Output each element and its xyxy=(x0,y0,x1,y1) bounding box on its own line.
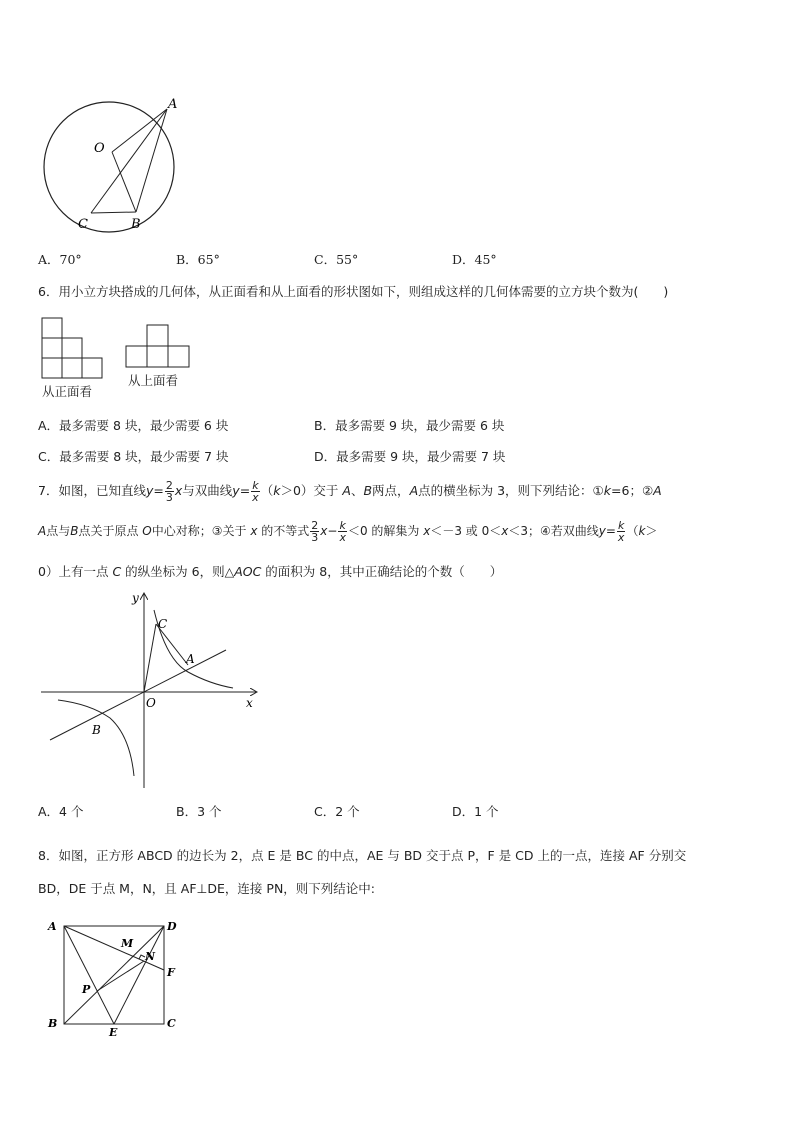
q7-label-x: x xyxy=(246,696,253,710)
q7-option-c: C．2 个 xyxy=(314,804,360,819)
q8-label-F: F xyxy=(167,966,175,979)
q6-option-d: D．最多需要 9 块，最少需要 7 块 xyxy=(314,449,506,464)
q7-text: 7．如图，已知直线 xyxy=(38,483,146,498)
q5-segment-OA xyxy=(112,109,167,152)
q7-fraction xyxy=(617,520,626,543)
q7-var: y xyxy=(232,483,240,498)
q7-fraction xyxy=(165,480,174,503)
q5-segment-OB xyxy=(112,152,136,212)
q7-option-d: D．1 个 xyxy=(452,804,499,819)
q7-var: y xyxy=(145,483,154,498)
q8-label-A: A xyxy=(48,920,57,933)
q7-fraction-num: 2 xyxy=(165,479,173,492)
q7-text: − xyxy=(327,524,338,538)
q7-label-O: O xyxy=(146,696,156,710)
q7-var: A xyxy=(409,483,419,498)
q6-option-a: A．最多需要 8 块，最少需要 6 块 xyxy=(38,418,229,433)
q7-fraction-num: k xyxy=(617,519,625,532)
q7-var: A xyxy=(342,483,351,498)
q7-text: 0）上有一点 xyxy=(38,564,113,579)
q7-fraction xyxy=(310,520,319,543)
q7-line xyxy=(50,650,226,740)
q5-label-A: A xyxy=(168,97,178,112)
q8-label-B: B xyxy=(48,1017,58,1030)
q6-option-c: C．最多需要 8 块，最少需要 7 块 xyxy=(38,449,229,464)
q7-fraction-den: 3 xyxy=(311,531,319,544)
q6-front-caption: 从正面看 xyxy=(42,384,93,399)
q7-text: 的不等式 xyxy=(257,524,310,538)
q7-label-y: y xyxy=(132,591,139,605)
q7-text: （ xyxy=(260,483,274,498)
q6-top-view xyxy=(125,324,191,368)
q7-var: A xyxy=(653,483,662,498)
q8-segment-PN xyxy=(97,961,144,991)
q7-var: x xyxy=(320,524,328,538)
q7-text: ＜0 的解集为 xyxy=(347,524,424,538)
q7-text: = xyxy=(605,524,616,538)
q7-fraction xyxy=(338,520,347,543)
q7-var: k xyxy=(273,483,281,498)
q5-label-O: O xyxy=(94,141,105,156)
q5-option-b: B．65° xyxy=(176,252,220,267)
q5-circle-figure xyxy=(38,95,188,235)
q5-segment-AC xyxy=(91,109,167,213)
q6-option-b: B．最多需要 9 块，最少需要 6 块 xyxy=(314,418,505,433)
q7-fraction-num: k xyxy=(252,479,259,492)
q8-label-C: C xyxy=(167,1017,176,1030)
q5-option-a: A．70° xyxy=(38,252,82,267)
q7-var: AOC xyxy=(234,564,262,579)
q7-var: x xyxy=(501,524,509,538)
q7-var: C xyxy=(112,564,122,579)
q6-top-caption: 从上面看 xyxy=(128,373,179,388)
q7-var: k xyxy=(603,483,612,498)
q7-segment-OC xyxy=(144,624,156,692)
q8-label-M: M xyxy=(121,937,134,950)
q8-label-D: D xyxy=(167,920,177,933)
q7-label-A: A xyxy=(186,652,195,666)
q7-stem-line2 xyxy=(38,516,657,546)
q8-segment-AF xyxy=(64,926,164,970)
q7-stem-line3 xyxy=(38,562,502,580)
q7-label-C: C xyxy=(158,617,168,631)
q7-text: = xyxy=(153,483,164,498)
q7-var: O xyxy=(142,524,152,538)
q7-fraction-den: x xyxy=(252,491,259,504)
q7-fraction-den: x xyxy=(617,531,625,544)
q8-segment-AE xyxy=(64,926,114,1024)
q5-option-c: C．55° xyxy=(314,252,359,267)
q5-option-d: D．45° xyxy=(452,252,497,267)
q7-var: A xyxy=(38,524,47,538)
q7-text: ＞0）交于 xyxy=(280,483,343,498)
q7-fraction xyxy=(251,480,260,503)
q7-fraction-num: 2 xyxy=(311,519,319,532)
q7-text: 点与 xyxy=(46,524,71,538)
q7-text: 的面积为 8，其中正确结论的个数（ ） xyxy=(261,564,503,579)
q7-label-B: B xyxy=(92,723,101,737)
q8-label-N: N xyxy=(145,950,156,963)
q5-segment-AB xyxy=(136,109,167,212)
q8-square-figure xyxy=(38,912,188,1042)
q7-text: （ xyxy=(626,524,639,538)
q7-option-a: A．4 个 xyxy=(38,804,84,819)
q7-var: y xyxy=(598,524,606,538)
q7-var: B xyxy=(363,483,373,498)
q7-text: ＞ xyxy=(645,524,658,538)
q7-fraction-num: k xyxy=(339,519,346,532)
q7-text: 点的横坐标为 3，则下列结论：① xyxy=(418,483,604,498)
q7-text: 点关于原点 xyxy=(78,524,143,538)
q7-text: =6；② xyxy=(611,483,654,498)
q7-var: x xyxy=(174,483,183,498)
q7-text: ＜3；④若双曲线 xyxy=(508,524,599,538)
q7-text: = xyxy=(239,483,251,498)
q7-var: x xyxy=(250,524,258,538)
q6-front-view xyxy=(41,317,105,381)
q7-var: B xyxy=(70,524,79,538)
q7-text: ＜－3 或 0＜ xyxy=(430,524,502,538)
q7-option-b: B．3 个 xyxy=(176,804,222,819)
q7-text: 、 xyxy=(350,483,364,498)
q8-stem-line1: 8．如图，正方形 ABCD 的边长为 2，点 E 是 BC 的中点，AE 与 BD 交于点 P，F 是 CD 上的一点，连接 AF 分别交 xyxy=(38,848,687,863)
q7-text: 中心对称；③关于 xyxy=(151,524,251,538)
q7-stem-line1 xyxy=(38,476,662,506)
q5-label-C: C xyxy=(78,217,88,232)
q8-segment-BD xyxy=(64,926,164,1024)
q7-text: 的纵坐标为 6，则△ xyxy=(121,564,235,579)
q7-var: x xyxy=(423,524,431,538)
q7-graph-figure xyxy=(38,588,268,798)
q8-label-E: E xyxy=(109,1026,118,1039)
q7-hyperbola-branch-2 xyxy=(58,700,134,776)
q7-text: 两点， xyxy=(372,483,410,498)
q7-var: k xyxy=(638,524,646,538)
q5-label-B: B xyxy=(131,217,141,232)
q7-text: 与双曲线 xyxy=(182,483,233,498)
q7-fraction-den: 3 xyxy=(165,491,173,504)
q6-stem: 6．用小立方块搭成的几何体，从正面看和从上面看的形状图如下，则组成这样的几何体需要的立方块个数为( ) xyxy=(38,284,669,299)
q7-fraction-den: x xyxy=(339,531,346,544)
q8-label-P: P xyxy=(82,983,91,996)
q8-stem-line2: BD，DE 于点 M，N，且 AF⊥DE，连接 PN，则下列结论中: xyxy=(38,881,376,896)
q5-segment-CB xyxy=(91,212,136,213)
